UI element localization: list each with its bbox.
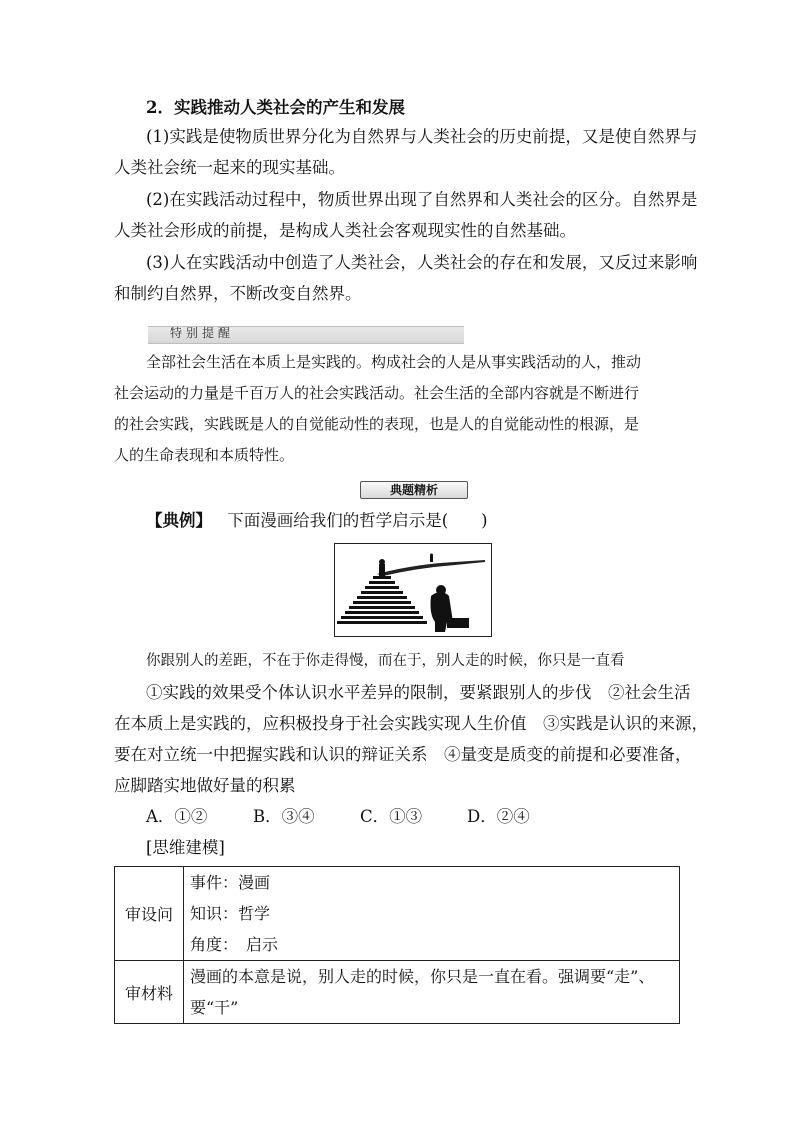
option-b[interactable]: B．③④ <box>253 807 315 826</box>
paragraph-3-line-1: (3)人在实践活动中创造了人类社会，人类社会的存在和发展，又反过来影响 <box>146 253 698 272</box>
example-tag: 【典例】 <box>146 511 212 530</box>
paragraph-2-line-1: (2)在实践活动过程中，物质世界出现了自然界和人类社会的区分。自然界是 <box>146 190 698 209</box>
section-title: 2．实践推动人类社会的产生和发展 <box>146 98 405 117</box>
option-c[interactable]: C．①③ <box>360 807 423 826</box>
option-d[interactable]: D．②④ <box>467 807 530 826</box>
tip-line-2: 社会运动的力量是千百万人的社会实践活动。社会生活的全部内容就是不断进行 <box>114 384 640 402</box>
paragraph-3-line-2: 和制约自然界，不断改变自然界。 <box>114 284 362 303</box>
paragraph-2-line-2: 人类社会形成的前提，是构成人类社会客观现实性的自然基础。 <box>114 221 576 240</box>
section-head-badge: 典题精析 <box>360 481 468 499</box>
statements-line-4: 应脚踏实地做好量的积累 <box>114 776 296 795</box>
statements-line-1: ①实践的效果受个体认识水平差异的限制，要紧跟别人的步伐 ②社会生活 <box>146 683 691 702</box>
cartoon-image <box>334 543 492 637</box>
tip-line-1: 全部社会生活在本质上是实践的。构成社会的人是从事实践活动的人，推动 <box>146 353 642 371</box>
example-question <box>146 510 716 532</box>
row2-line-1: 漫画的本意是说，别人走的时候，你只是一直在看。强调要“走”、 <box>190 967 655 986</box>
row2-line-2: 要“干” <box>190 998 239 1017</box>
cartoon-staircase-icon <box>335 544 491 636</box>
table-row <box>115 867 680 961</box>
row-body-question <box>184 867 680 961</box>
row1-line-2: 知识：哲学 <box>190 904 271 923</box>
model-title: [思维建模] <box>146 838 225 857</box>
row1-line-1: 事件：漫画 <box>190 873 271 892</box>
tip-label: 特别提醒 <box>170 326 235 340</box>
tip-line-4: 人的生命表现和本质特性。 <box>114 446 295 464</box>
row-head-material: 审材料 <box>115 961 184 1024</box>
example-question-text: 下面漫画给我们的哲学启示是( ) <box>227 511 488 530</box>
tip-line-3: 的社会实践，实践既是人的自觉能动性的表现，也是人的自觉能动性的根源，是 <box>114 415 640 433</box>
statements-line-3: 要在对立统一中把握实践和认识的辩证关系 ④量变是质变的前提和必要准备， <box>114 745 692 764</box>
row-body-material <box>184 961 680 1024</box>
row1-line-3: 角度： 启示 <box>190 935 279 954</box>
row-head-question: 审设问 <box>115 867 184 961</box>
cartoon-caption: 你跟别人的差距，不在于你走得慢，而在于，别人走的时候，你只是一直看 <box>146 653 625 669</box>
option-a[interactable]: A．①② <box>146 807 208 826</box>
paragraph-1-line-2: 人类社会统一起来的现实基础。 <box>114 158 345 177</box>
statements-line-2: 在本质上是实践的，应积极投身于社会实践实现人生价值 ③实践是认识的来源， <box>114 714 708 733</box>
table-row <box>115 961 680 1024</box>
thinking-model-table <box>114 866 680 1024</box>
paragraph-1-line-1: (1)实践是使物质世界分化为自然界与人类社会的历史前提，又是使自然界与 <box>146 127 698 146</box>
